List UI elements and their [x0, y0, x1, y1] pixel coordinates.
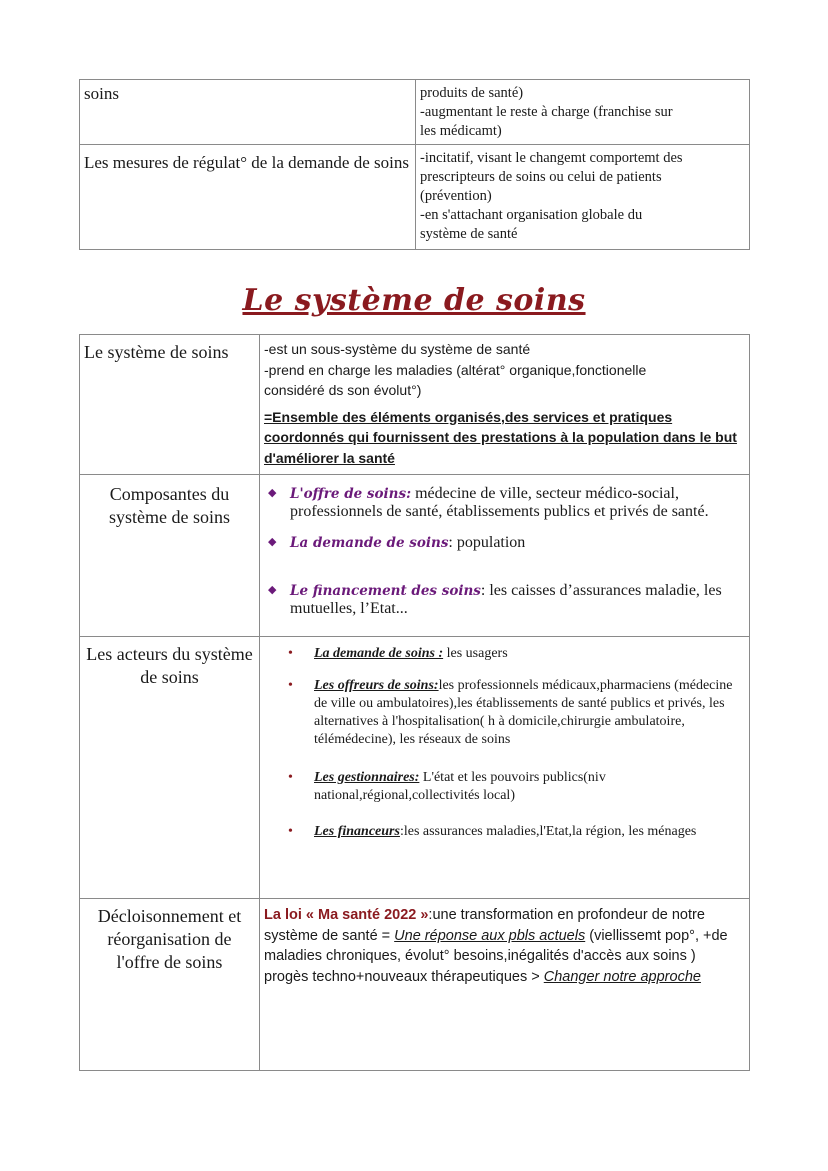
- table-cell: [80, 80, 416, 145]
- list-item: • La demande de soins : les usagers: [288, 646, 508, 661]
- diamond-bullet-icon: ◆: [268, 536, 277, 548]
- definition-line: considéré ds son évolut°): [264, 382, 422, 398]
- list-item: ◆ La demande de soins: population: [268, 534, 526, 551]
- composantes-list: [264, 485, 745, 617]
- definition-bold: =Ensemble des éléments organisés,des services et pratiques coordonnés qui fournissent des prestations à la population dans le but d'améliorer la santé: [264, 408, 737, 466]
- list-item: • Les financeurs:les assurances maladies,l'Etat,la région, les ménages: [288, 824, 697, 839]
- loi-paragraph: La loi « Ma santé 2022 »:une transformation en profondeur de notre système de santé = Une réponse aux pbls actuels (viellissemt pop°, +de maladies chroniques, évolut° besoins,inégalités d'accès aux soins ): [264, 907, 728, 964]
- table-row: [80, 145, 750, 250]
- decloisonnement-content: [260, 899, 750, 1071]
- bullet-icon: •: [288, 770, 293, 785]
- cell-line: système de santé: [420, 226, 518, 242]
- composantes-content: [260, 475, 750, 637]
- acteurs-list: [264, 645, 745, 841]
- row-label-systeme: Le système de soins: [80, 335, 260, 475]
- diamond-bullet-icon: ◆: [268, 584, 277, 596]
- table-cell: [80, 145, 416, 250]
- row-label-composantes: Composantes du système de soins: [80, 475, 260, 637]
- cell-line: -augmentant le reste à charge (franchise sur: [420, 104, 673, 120]
- list-item: ◆ L'offre de soins: médecine de ville, secteur médico-social, professionnels de santé, établissements publics et privés de santé.: [268, 485, 709, 520]
- list-item: • Les offreurs de soins:les professionnels médicaux,pharmaciens (médecine de ville ou ambulatoires),les établissements de santé publics et privés, les alternatives à l'hospitalisation( h à domicile,chirurgie ambulatoire, télémédecine), les réseaux de soins: [288, 678, 733, 747]
- cell-line: (prévention): [420, 188, 492, 204]
- list-item: • Les gestionnaires: L'état et les pouvoirs publics(niv national,régional,collectivités local): [288, 770, 606, 803]
- loi-paragraph-2: progès techno+nouveaux thérapeutiques > Changer notre approche: [264, 968, 701, 985]
- table-row: [80, 475, 750, 637]
- main-table: [79, 334, 750, 1071]
- cell-line: les médicamt): [420, 123, 502, 139]
- definition-line: -prend en charge les maladies (altérat° organique,fonctionelle: [264, 361, 647, 378]
- row-label: Les mesures de régulat° de la demande de soins: [84, 153, 409, 172]
- bullet-icon: •: [288, 678, 293, 693]
- page-title: Le système de soins: [242, 283, 586, 318]
- cell-line: produits de santé): [420, 85, 524, 101]
- acteurs-content: [260, 637, 750, 899]
- cell-line: -en s'attachant organisation globale du: [420, 207, 643, 223]
- row-label-acteurs: Les acteurs du système de soins: [80, 637, 260, 899]
- list-item: ◆ Le financement des soins: les caisses d’assurances maladie, les mutuelles, l’Etat...: [268, 582, 722, 617]
- table-row: [80, 335, 750, 475]
- bullet-icon: •: [288, 824, 293, 839]
- row-label: soins: [84, 84, 119, 103]
- bullet-icon: •: [288, 646, 293, 661]
- definition-line: -est un sous-système du système de santé: [264, 341, 531, 357]
- table-cell: [416, 80, 750, 145]
- table-cell: [416, 145, 750, 250]
- cell-line: -incitatif, visant le changemt comportemt des: [420, 150, 683, 166]
- table-row: [80, 899, 750, 1071]
- diamond-bullet-icon: ◆: [268, 487, 277, 499]
- table-row: [80, 637, 750, 899]
- top-table: [79, 79, 750, 250]
- table-row: [80, 80, 750, 145]
- row-label-decloisonnement: Décloisonnement et réorganisation de l'offre de soins: [80, 899, 260, 1071]
- systeme-content: [260, 335, 750, 475]
- cell-line: prescripteurs de soins ou celui de patients: [420, 169, 662, 185]
